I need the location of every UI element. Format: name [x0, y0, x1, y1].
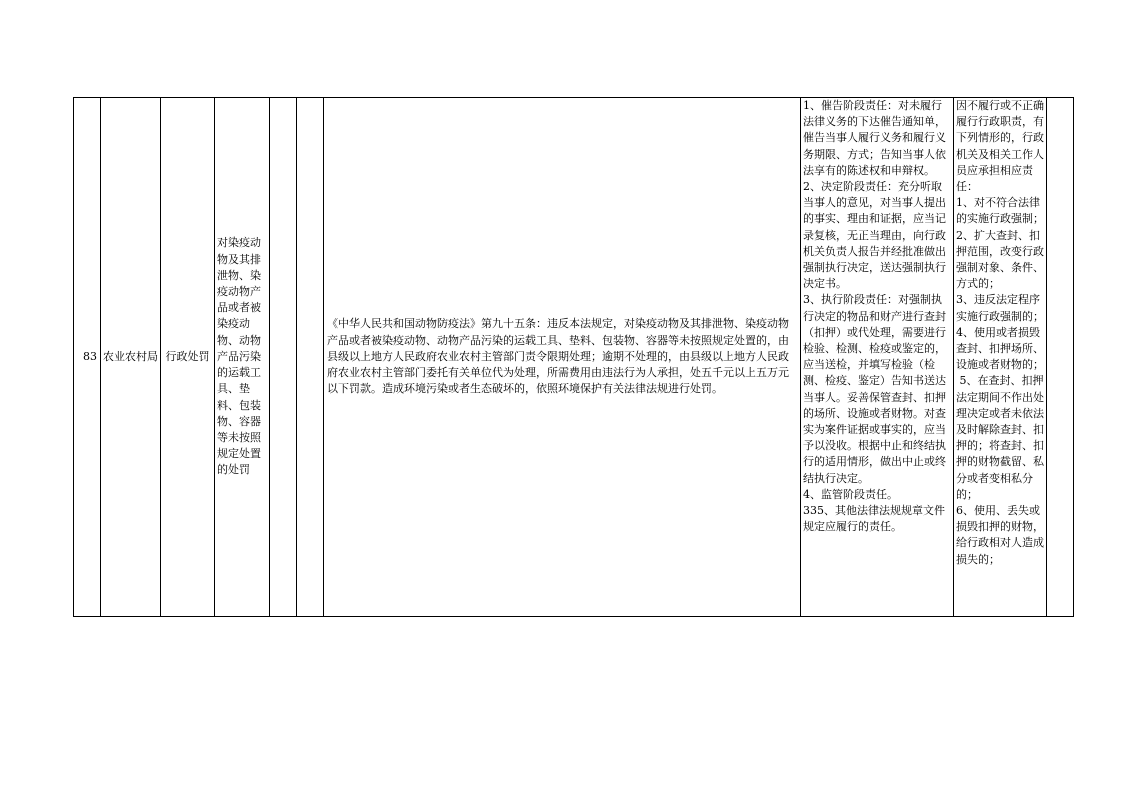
code-cell [297, 98, 324, 617]
accountability-cell: 因不履行或不正确履行行政职责，有下列情形的，行政机关及相关工作人员应承担相应责任： 1、对不符合法律的实施行政强制； 2、扩大查封、扣押范围，改变行政强制对象、条件、方式的； 3、违反法定程序实施行政强制的； 4、使用或者损毁查封、扣押场所、设施或者财物的； 5、在查封、扣押法定期间不作出处理决定或者未依法及时解除查封、扣押的；将查封、扣押的财物截留、私分或者变相私分的； 6、使用、丢失或损毁扣押的财物，给行政相对人造成损失的； [954, 98, 1047, 617]
legal-basis-cell: 《中华人民共和国动物防疫法》第九十五条：违反本法规定，对染疫动物及其排泄物、染疫动物产品或者被染疫动物、动物产品污染的运载工具、垫料、包装物、容器等未按照规定处置的，由县级以上地方人民政府农业农村主管部门责令限期处理；逾期不处理的，由县级以上地方人民政府农业农村主管部门委托有关单位代为处理，所需费用由违法行为人承担，处五千元以上五万元以下罚款。造成环境污染或者生态破坏的，依照环境保护有关法律法规进行处罚。 [324, 98, 801, 617]
category-cell: 行政处罚 [161, 98, 215, 617]
row-number-cell: 83 [74, 98, 101, 617]
table-row [74, 98, 1074, 617]
power-list-table [73, 97, 1074, 617]
responsibilities-cell: 1、催告阶段责任：对未履行法律义务的下达催告通知单，催告当事人履行义务和履行义务期限、方式；告知当事人依法享有的陈述权和申辩权。 2、决定阶段责任：充分听取当事人的意见，对当事人提出的事实、理由和证据，应当记录复核，无正当理由，向行政机关负责人报告并经批准做出强制执行决定，送达强制执行决定书。 3、执行阶段责任：对强制执行决定的物品和财产进行查封（扣押）或代处理，需要进行检验、检测、检疫或鉴定的，应当送检，并填写检验（检测、检疫、鉴定）告知书送达当事人。妥善保管查封、扣押的场所、设施或者财物。对查实为案件证据或事实的，应当予以没收。根据中止和终结执行的适用情形，做出中止或终结执行决定。 4、监管阶段责任。 335、其他法律法规规章文件规定应履行的责任。 [801, 98, 954, 617]
sub-item-cell [270, 98, 297, 617]
department-cell: 农业农村局 [101, 98, 161, 617]
remarks-cell [1047, 98, 1074, 617]
item-name-cell: 对染疫动物及其排泄物、染疫动物产品或者被染疫动物、动物产品污染的运载工具、垫料、包装物、容器等未按照规定处置的处罚 [215, 98, 270, 617]
